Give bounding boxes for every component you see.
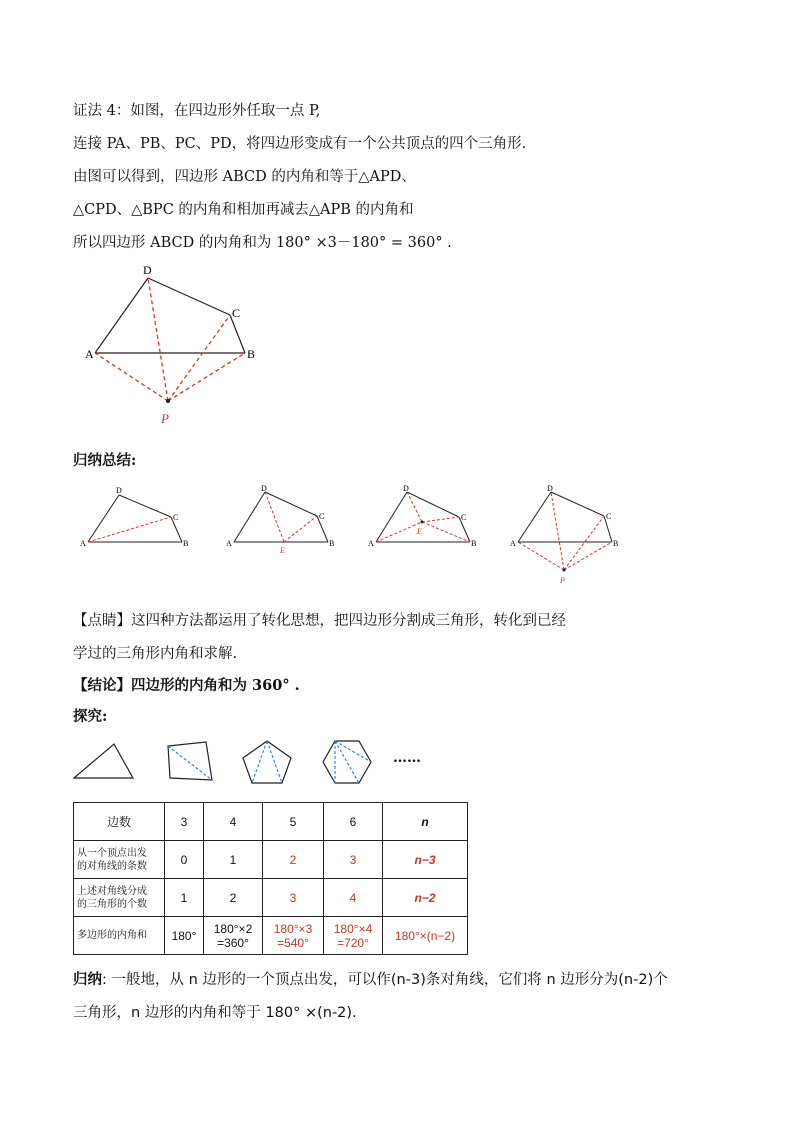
table-cell	[263, 917, 324, 955]
proof4-line5: 所以四边形 ABCD 的内角和为 180° ×3－180° = 360° .	[73, 235, 452, 251]
vertex-label-p: P	[161, 411, 169, 426]
table-row	[74, 917, 468, 955]
table-cell: 5	[263, 803, 324, 841]
label-e: E	[417, 527, 422, 536]
note-line2: 学过的三角形内角和求解.	[73, 646, 238, 662]
proof4-line3: 由图可以得到，四边形 ABCD 的内角和等于△APD、	[73, 169, 416, 185]
table-cell: n−3	[383, 841, 468, 879]
table-cell: 180°	[165, 917, 204, 955]
cell-line: =540°	[277, 935, 309, 950]
generalization-line2: 三角形，n 边形的内角和等于 180° ×(n-2).	[73, 1005, 357, 1021]
row-label-line: 的三角形的个数	[77, 898, 147, 910]
row-label-line: 从一个顶点出发	[77, 847, 147, 859]
generalization-line1	[73, 970, 668, 990]
table-cell: 3	[324, 841, 383, 879]
label-p: P	[560, 576, 565, 585]
label-d: D	[547, 484, 553, 493]
explore-heading: 探究:	[73, 708, 108, 725]
table-row	[74, 879, 468, 917]
table-header-label: 边数	[74, 803, 165, 841]
table-cell: 4	[324, 879, 383, 917]
label-a: A	[226, 539, 232, 548]
cell-line: =360°	[217, 935, 249, 950]
cell-line: =720°	[337, 935, 369, 950]
label-a: A	[80, 539, 86, 548]
label-d: D	[116, 486, 122, 495]
conclusion-label: 【结论】	[73, 677, 131, 694]
generalization-text: : 一般地，从 n 边形的一个顶点出发，可以作(n-3)条对角线，它们将 n 边形分为(n-2)个	[102, 972, 668, 988]
table-cell: n−2	[383, 879, 468, 917]
ellipsis: ……	[393, 750, 421, 766]
cell-line: 180°×3	[273, 921, 313, 936]
label-b: B	[471, 539, 477, 548]
vertex-label-c: C	[232, 306, 241, 320]
vertex-label-d: D	[143, 263, 152, 277]
pentagon-shape	[240, 738, 294, 786]
summary-figure-4	[506, 484, 626, 589]
table-cell: 0	[165, 841, 204, 879]
cell-line: 180°×4	[333, 921, 373, 936]
label-b: B	[329, 539, 335, 548]
cell-line: 180°×2	[213, 921, 253, 936]
table-cell: 2	[263, 841, 324, 879]
proof4-line2: 连接 PA、PB、PC、PD，将四边形变成有一个公共顶点的四个三角形.	[73, 136, 527, 152]
label-c: C	[606, 512, 612, 521]
label-c: C	[461, 513, 467, 522]
table-cell: 6	[324, 803, 383, 841]
label-c: C	[173, 513, 179, 522]
table-cell: 3	[165, 803, 204, 841]
conclusion-text: 四边形的内角和为 360°	[131, 677, 290, 694]
proof4-line1: 证法 4：如图，在四边形外任取一点 P,	[73, 103, 321, 119]
label-b: B	[183, 539, 189, 548]
vertex-label-a: A	[85, 347, 94, 361]
polygon-angle-table	[73, 802, 468, 955]
quadrilateral-shape	[164, 740, 218, 784]
proof4-line4: △CPD、△BPC 的内角和相加再减去△APB 的内角和	[73, 202, 414, 218]
table-row-label: 多边形的内角和	[74, 917, 165, 955]
quadrilateral-figure-main	[70, 255, 280, 430]
table-cell: 180°×(n−2)	[383, 917, 468, 955]
table-cell	[324, 917, 383, 955]
triangle-shape	[70, 740, 136, 782]
summary-figure-1	[76, 484, 194, 552]
label-c: C	[319, 512, 325, 521]
table-cell: 2	[204, 879, 263, 917]
row-label-line: 上述对角线分成	[77, 885, 147, 897]
summary-figure-3	[364, 484, 482, 552]
table-row	[74, 841, 468, 879]
table-row-label	[74, 841, 165, 879]
table-row	[74, 803, 468, 841]
summary-figure-2	[222, 484, 340, 556]
label-b: B	[613, 539, 619, 548]
label-a: A	[510, 539, 516, 548]
label-d: D	[261, 484, 267, 493]
conclusion-end: .	[289, 677, 300, 694]
summary-heading: 归纳总结:	[73, 452, 137, 469]
label-e: E	[280, 546, 285, 555]
table-cell: 1	[204, 841, 263, 879]
label-d: D	[403, 484, 409, 493]
table-cell: 3	[263, 879, 324, 917]
table-cell	[204, 917, 263, 955]
table-row-label	[74, 879, 165, 917]
label-a: A	[368, 539, 374, 548]
table-cell: 1	[165, 879, 204, 917]
conclusion	[73, 676, 300, 696]
vertex-label-b: B	[247, 347, 256, 361]
row-label-line: 的对角线的条数	[77, 860, 147, 872]
table-cell: n	[383, 803, 468, 841]
table-cell: 4	[204, 803, 263, 841]
generalization-label: 归纳	[73, 972, 102, 988]
hexagon-shape	[320, 738, 374, 786]
note-line1: 【点睛】这四种方法都运用了转化思想，把四边形分割成三角形，转化到已经	[73, 613, 566, 629]
